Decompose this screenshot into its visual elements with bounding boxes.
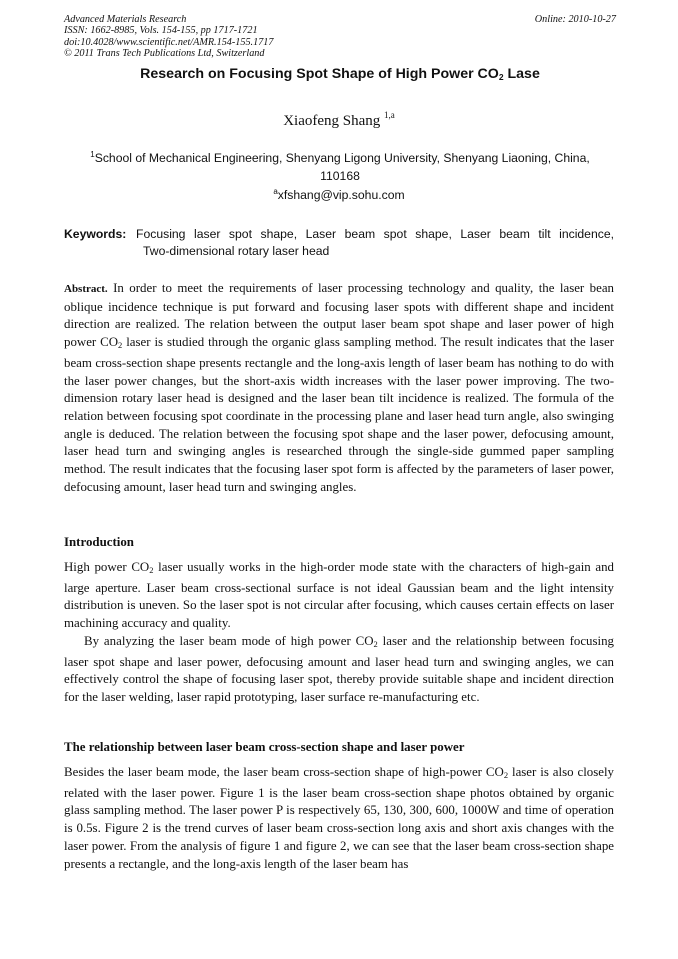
doi-line: doi:10.4028/www.scientific.net/AMR.154-155.1717 — [64, 36, 274, 48]
keywords-line-1: Focusing laser spot shape, Laser beam spot shape, Laser beam tilt incidence, — [136, 227, 614, 241]
intro-paragraph-1: High power $CO_2$ laser usually works in the high-order mode state with the characters of high-gain and large aperture. Laser beam cross-sectional surface is not ideal Gaussian beam and the light intensity distribution is uneven. So the laser spot is not circular after focusing, which causes certain effects on laser machining accuracy and quality. — [64, 560, 615, 631]
paper-title: Research on Focusing Spot Shape of High Power $CO_2$ Lase — [140, 66, 540, 82]
section2-heading: The relationship between laser beam cross-section shape and laser power — [64, 740, 465, 754]
journal-header — [64, 14, 616, 60]
intro-paragraph-2: By analyzing the laser beam mode of high power $CO_2$ laser and the relationship between focusing laser spot shape and laser power, defocusing amount and laser head turn and swinging angles, we can effectively control the shape of focusing laser spot, thereby provide suitable shape and incident direction for the laser welding, laser rapid prototyping, laser surface re-manufacturing etc. — [64, 633, 614, 704]
introduction-heading: Introduction — [64, 535, 134, 549]
issn-line: ISSN: 1662-8985, Vols. 154-155, pp 1717-1721 — [64, 25, 258, 37]
author-email: $^a$xfshang@vip.sohu.com — [273, 187, 405, 202]
section2-paragraph-1: Besides the laser beam mode, the laser beam cross-section shape of high-power $CO_2$ laser is also closely related with the laser power. Figure 1 is the laser beam cross-section shape photos obtained by organic glass sampling method. The laser power P is respectively 65, 130, 300, 600, 1000W and time of operation is 0.5s. Figure 2 is the trend curves of laser beam cross-section long axis and short axis changes with the laser power. From the analysis of figure 1 and figure 2, we can see that the laser beam cross-section shape presents a rectangle, and the long-axis length of the laser beam has — [64, 765, 614, 871]
author-line: Xiaofeng Shang $^{1,a}$ — [283, 110, 395, 129]
affiliation: $^1$School of Mechanical Engineering, Shenyang Ligong University, Shenyang Liaoning, China, 110168 — [90, 150, 590, 183]
journal-name: Advanced Materials Research — [64, 14, 187, 25]
online-date: Online: 2010-10-27 — [534, 14, 616, 25]
introduction-body — [64, 559, 614, 707]
copyright-line: © 2011 Trans Tech Publications Ltd, Switzerland — [64, 48, 265, 60]
keywords — [64, 226, 614, 260]
abstract: Abstract. In order to meet the requirements of laser processing technology and quality, the laser bean oblique incidence technique is put forward and focusing laser spots with different shape and incident direction are realized. The relation between the output laser beam spot shape and laser power of high power $CO_2$ laser is studied through the organic glass sampling method. The result indicates that the laser beam cross-section shape presents rectangle and the long-axis length of laser beam has nothing to do with the laser power changes, but the short-axis width increases with the laser power improving. The two-dimension rotary laser head is designed and the laser bean tilt incidence is realized. The formula of the relation between focusing spot coordinate in the processing plane and laser head turn angle, also swinging angle is deduced. The relation between the focusing spot shape and the laser power, defocusing amount, laser head turn and swinging angles is researched through the single-side gummed paper sampling method. The result indicates that the focusing laser spot form is affected by the parameters of laser power, defocusing amount, laser head turn and swinging angles. — [64, 281, 614, 494]
keywords-label: Keywords: — [64, 227, 127, 241]
section2-body — [64, 764, 614, 873]
keywords-line-2: Two-dimensional rotary laser head — [143, 244, 330, 258]
abstract-label: Abstract. — [64, 283, 108, 295]
